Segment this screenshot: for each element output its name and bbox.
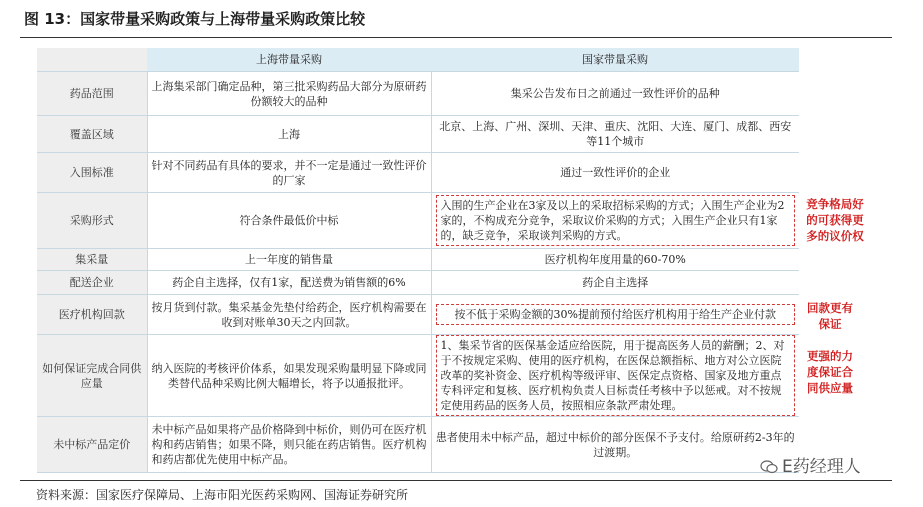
highlight-box: 入围的生产企业在3家及以上的采取招标采购的方式；入围生产企业为2家的，不构成充分竞争，采取议价采购的方式；入围生产企业只有1家的，缺乏竞争，采取谈判采购的方式。 <box>436 195 796 246</box>
table-row <box>37 295 799 335</box>
row-label: 医疗机构回款 <box>37 295 147 335</box>
row-label: 如何保证完成合同供应量 <box>37 335 147 417</box>
wechat-icon <box>760 460 778 474</box>
national-cell <box>431 295 799 335</box>
header-shanghai: 上海带量采购 <box>147 48 431 72</box>
row-label: 覆盖区域 <box>37 116 147 153</box>
shanghai-cell: 纳入医院的考核评价体系，如果发现采购量明显下降或同类替代品种采购比例大幅增长，将予以通报批评。 <box>147 335 431 417</box>
highlight-box: 按不低于采购金额的30%提前预付给医疗机构用于给生产企业付款 <box>436 304 796 325</box>
table-row <box>37 271 799 295</box>
watermark <box>760 452 861 477</box>
shanghai-cell: 针对不同药品有具体的要求，并不一定是通过一致性评价的厂家 <box>147 153 431 193</box>
shanghai-cell: 上海集采部门确定品种，第三批采购药品大部分为原研药份额较大的品种 <box>147 72 431 116</box>
national-cell <box>431 193 799 249</box>
row-label: 入围标准 <box>37 153 147 193</box>
comparison-table <box>37 48 799 473</box>
table-row <box>37 335 799 417</box>
national-cell <box>431 335 799 417</box>
header-corner <box>37 48 147 72</box>
annotation-payment: 回款更有保证 <box>807 301 853 331</box>
national-cell: 药企自主选择 <box>431 271 799 295</box>
top-rule <box>20 37 892 38</box>
table-row <box>37 116 799 153</box>
row-label: 药品范围 <box>37 72 147 116</box>
shanghai-cell: 符合条件最低价中标 <box>147 193 431 249</box>
table-row <box>37 249 799 271</box>
national-cell: 北京、上海、广州、深圳、天津、重庆、沈阳、大连、厦门、成都、西安等11个城市 <box>431 116 799 153</box>
shanghai-cell: 上一年度的销售量 <box>147 249 431 271</box>
shanghai-cell: 药企自主选择，仅有1家，配送费为销售额的6% <box>147 271 431 295</box>
table-row <box>37 417 799 473</box>
source-note: 资料来源：国家医疗保障局、上海市阳光医药采购网、国海证券研究所 <box>36 488 409 502</box>
table-row <box>37 153 799 193</box>
bottom-rule <box>20 480 892 481</box>
annotation-bargaining: 竞争格局好的可获得更多的议价权 <box>806 197 864 243</box>
annotation-supply: 更强的力度保证合同供应量 <box>807 349 853 395</box>
shanghai-cell: 按月货到付款。集采基金先垫付给药企，医疗机构需要在收到对账单30天之内回款。 <box>147 295 431 335</box>
shanghai-cell: 未中标产品如果将产品价格降到中标价，则仍可在医疗机构和药店销售；如果不降，则只能在药店销售。医疗机构和药店都优先使用中标产品。 <box>147 417 431 473</box>
header-national: 国家带量采购 <box>431 48 799 72</box>
national-cell: 患者使用未中标产品，超过中标价的部分医保不予支付。给原研药2-3年的过渡期。 <box>431 417 799 473</box>
watermark-text: E药经理人 <box>782 457 861 477</box>
row-label: 集采量 <box>37 249 147 271</box>
highlight-box: 1、集采节省的医保基金适应给医院，用于提高医务人员的薪酬；2、对于不按规定采购、使用的医疗机构，在医保总额指标、地方对公立医院改革的奖补资金、医疗机构等级评审、医保定点资格、国家及地方重点专科评定和复核、医疗机构负责人目标责任考核中予以惩戒。对不按规定使用药品的医务人员，按照相应条款严肃处理。 <box>436 335 796 416</box>
row-label: 未中标产品定价 <box>37 417 147 473</box>
national-cell: 通过一致性评价的企业 <box>431 153 799 193</box>
table-header-row <box>37 48 799 72</box>
national-cell: 集采公告发布日之前通过一致性评价的品种 <box>431 72 799 116</box>
national-cell: 医疗机构年度用量的60-70% <box>431 249 799 271</box>
row-label: 配送企业 <box>37 271 147 295</box>
table-row <box>37 193 799 249</box>
row-label: 采购形式 <box>37 193 147 249</box>
shanghai-cell: 上海 <box>147 116 431 153</box>
table-row <box>37 72 799 116</box>
figure-title: 图 13：国家带量采购政策与上海带量采购政策比较 <box>24 10 366 28</box>
